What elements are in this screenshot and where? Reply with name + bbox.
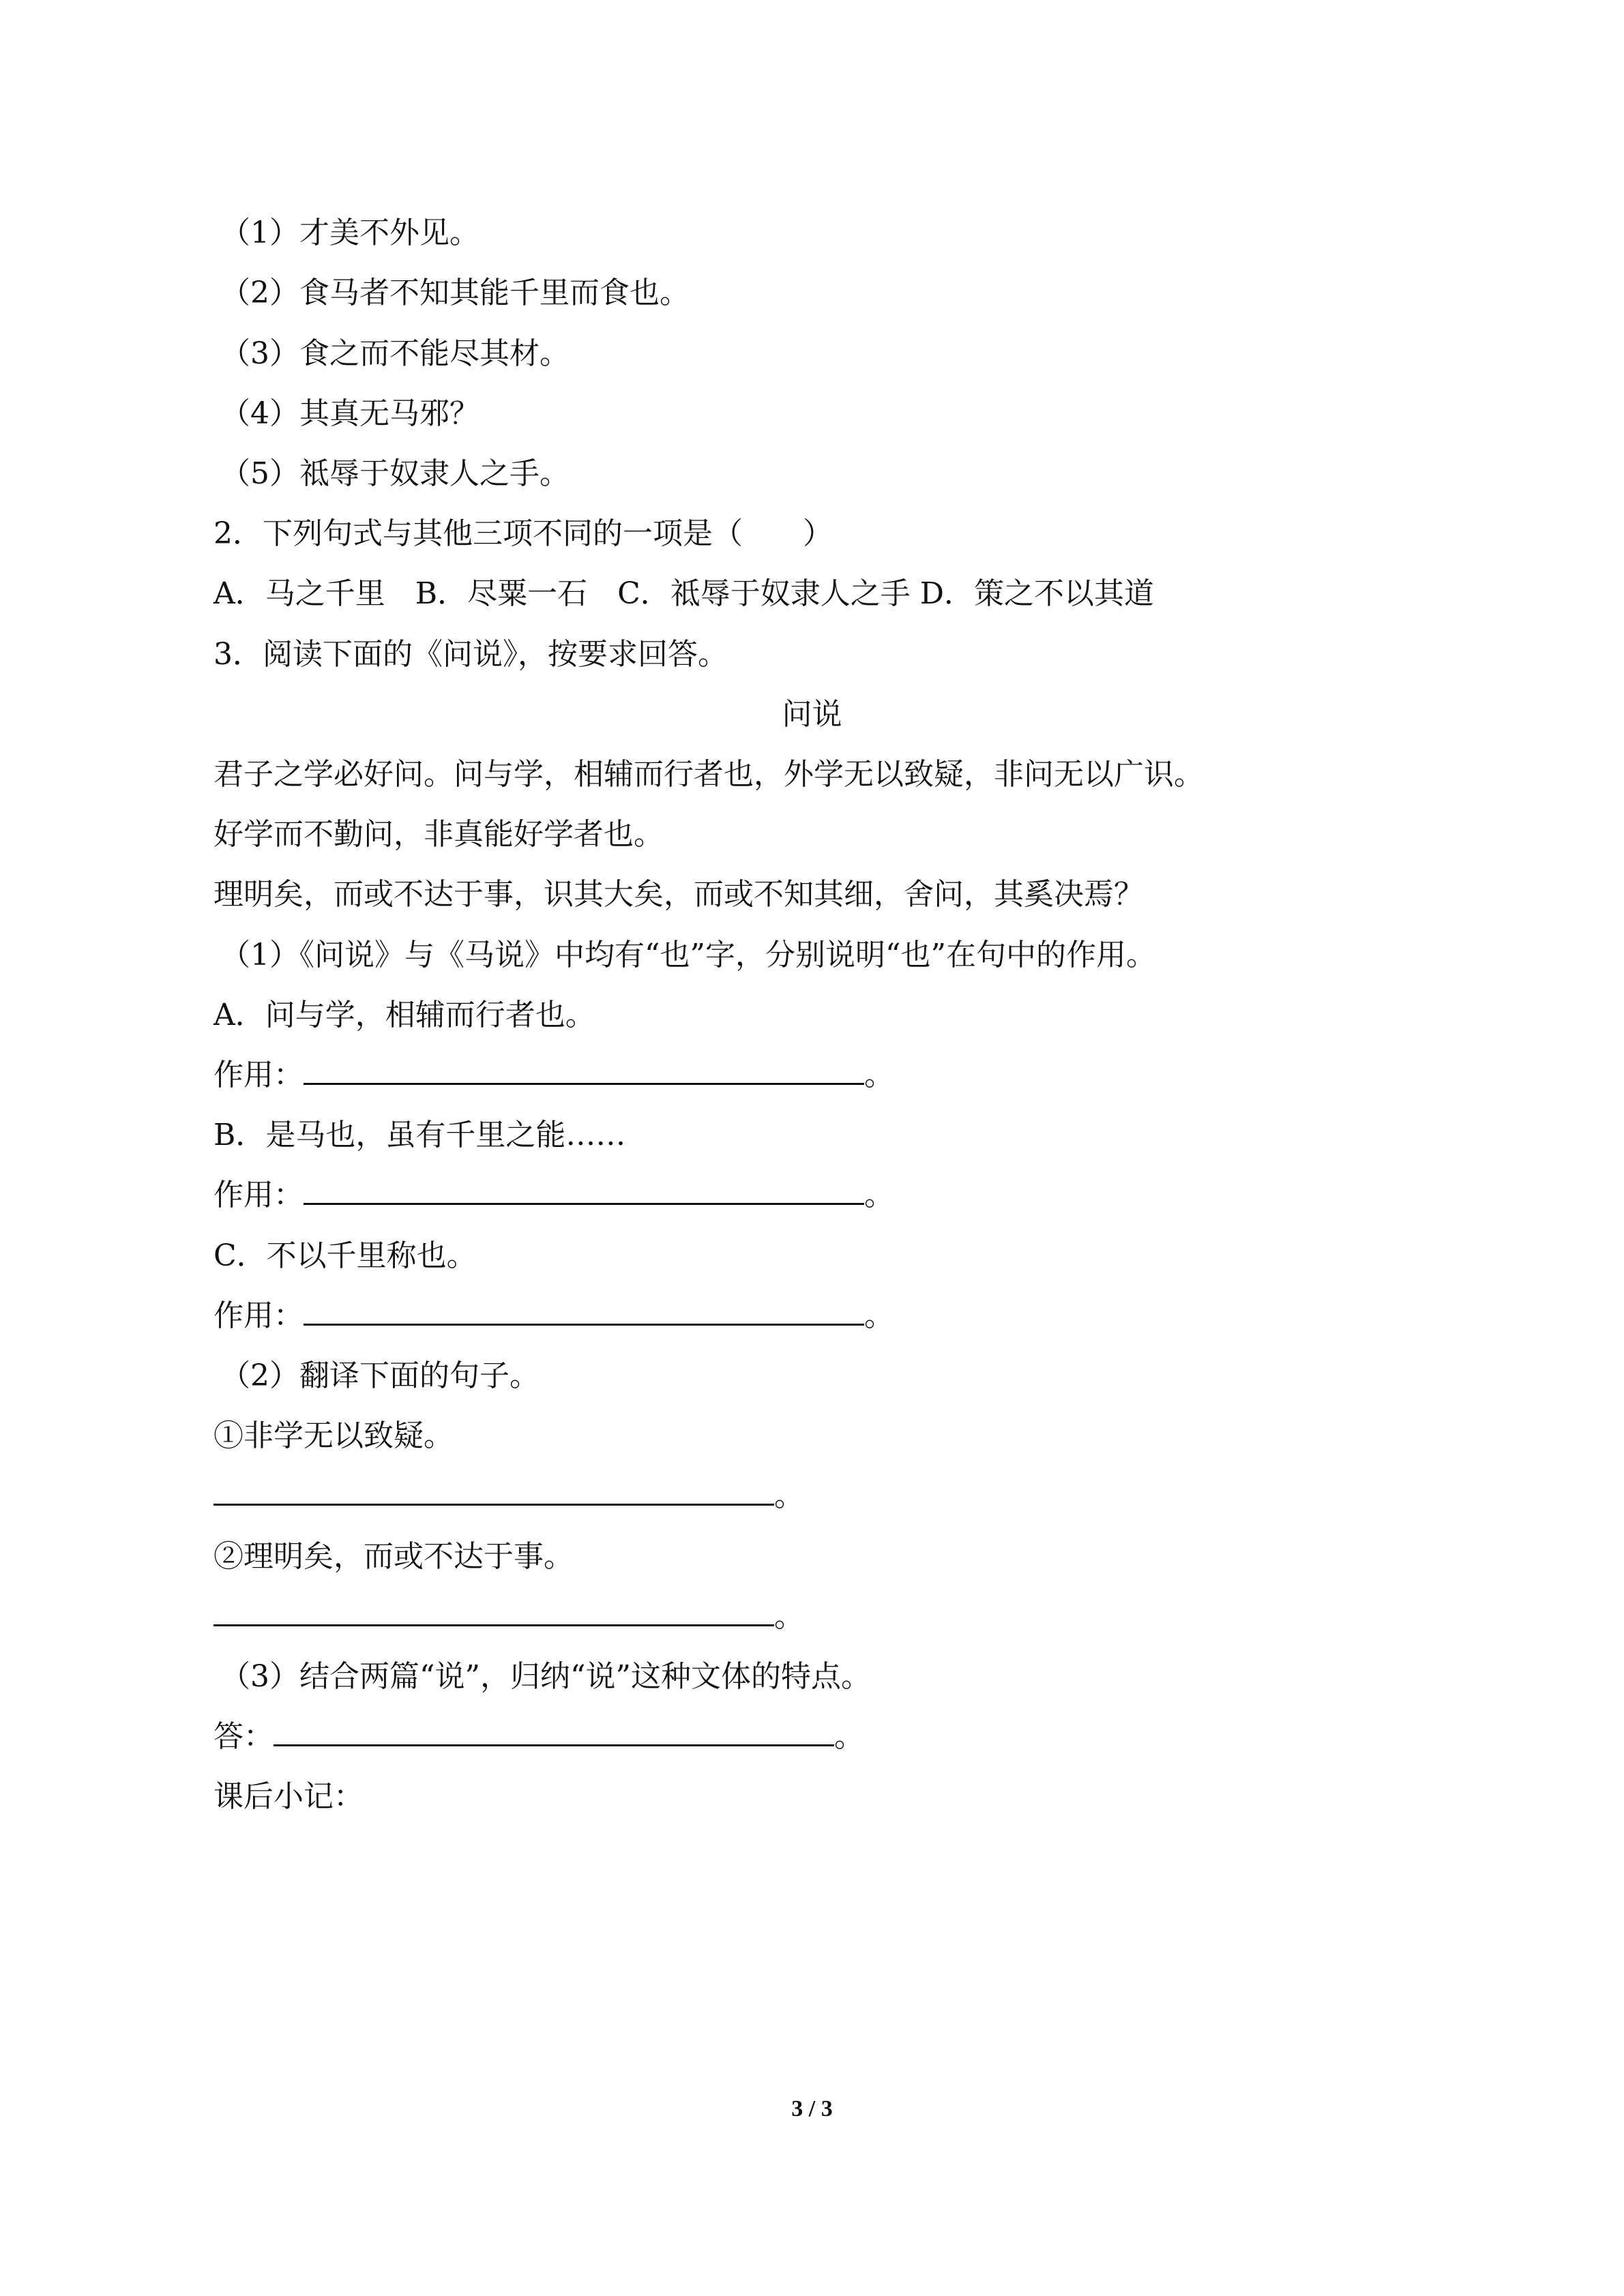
translation-line-1	[213, 1476, 804, 1517]
question-3-1-item-c: C．不以千里称也。	[213, 1238, 477, 1273]
passage-paragraph-2: 好学而不勤问，非真能好学者也。	[213, 817, 664, 852]
period: 。	[864, 1178, 894, 1212]
translation-line-2	[213, 1596, 804, 1637]
passage-paragraph-3: 理明矣，而或不达于事，识其大矣，而或不知其细，舍问，其奚决焉？	[213, 877, 1144, 912]
passage-title: 问说	[782, 697, 842, 732]
period: 。	[774, 1599, 804, 1634]
period: 。	[834, 1719, 864, 1754]
answer-blank-c[interactable]	[304, 1298, 864, 1326]
answer-line-3-3	[213, 1716, 864, 1757]
translation-blank-2[interactable]	[213, 1598, 774, 1626]
question-3-1-item-a: A．问与学，相辅而行者也。	[213, 998, 595, 1032]
period: 。	[864, 1298, 894, 1333]
page-number: 3 / 3	[791, 2096, 833, 2121]
after-class-notes-label: 课后小记：	[213, 1779, 364, 1814]
period: 。	[864, 1058, 894, 1092]
question-1-item-1: （1）才美不外见。	[220, 215, 479, 250]
question-3-3-prompt: （3）结合两篇“说”，归纳“说”这种文体的特点。	[220, 1659, 871, 1694]
question-1-item-3: （3）食之而不能尽其材。	[220, 336, 570, 371]
question-3-prompt: 3．阅读下面的《问说》，按要求回答。	[213, 637, 728, 672]
effect-label: 作用：	[213, 1298, 304, 1333]
period: 。	[774, 1478, 804, 1513]
question-1-item-2: （2）食马者不知其能千里而食也。	[220, 275, 690, 310]
question-3-2-sentence-2: ②理明矣，而或不达于事。	[213, 1539, 574, 1574]
effect-label: 作用：	[213, 1178, 304, 1212]
translation-blank-1[interactable]	[213, 1478, 774, 1506]
answer-blank-a[interactable]	[304, 1057, 864, 1085]
question-3-2-prompt: （2）翻译下面的句子。	[220, 1358, 540, 1393]
passage-paragraph-1: 君子之学必好问。问与学，相辅而行者也，外学无以致疑，非问无以广识。	[213, 757, 1204, 792]
question-3-1-item-b: B．是马也，虽有千里之能……	[213, 1118, 626, 1152]
answer-blank-b[interactable]	[304, 1177, 864, 1205]
answer-line-c	[213, 1296, 894, 1337]
answer-line-b	[213, 1175, 894, 1216]
answer-label: 答：	[213, 1719, 274, 1754]
question-3-1-prompt: （1）《问说》与《马说》中均有“也”字，分别说明“也”在句中的作用。	[220, 938, 1156, 972]
answer-line-a	[213, 1055, 894, 1096]
question-2-options: A．马之千里 B．尽粟一石 C．祗辱于奴隶人之手 D．策之不以其道	[213, 576, 1155, 611]
question-1-item-4: （4）其真无马邪？	[220, 396, 479, 431]
question-3-2-sentence-1: ①非学无以致疑。	[213, 1418, 454, 1453]
question-1-item-5: （5）祗辱于奴隶人之手。	[220, 456, 570, 491]
question-2-prompt: 2．下列句式与其他三项不同的一项是（ ）	[213, 516, 833, 551]
effect-label: 作用：	[213, 1058, 304, 1092]
answer-blank-3-3[interactable]	[274, 1718, 834, 1746]
